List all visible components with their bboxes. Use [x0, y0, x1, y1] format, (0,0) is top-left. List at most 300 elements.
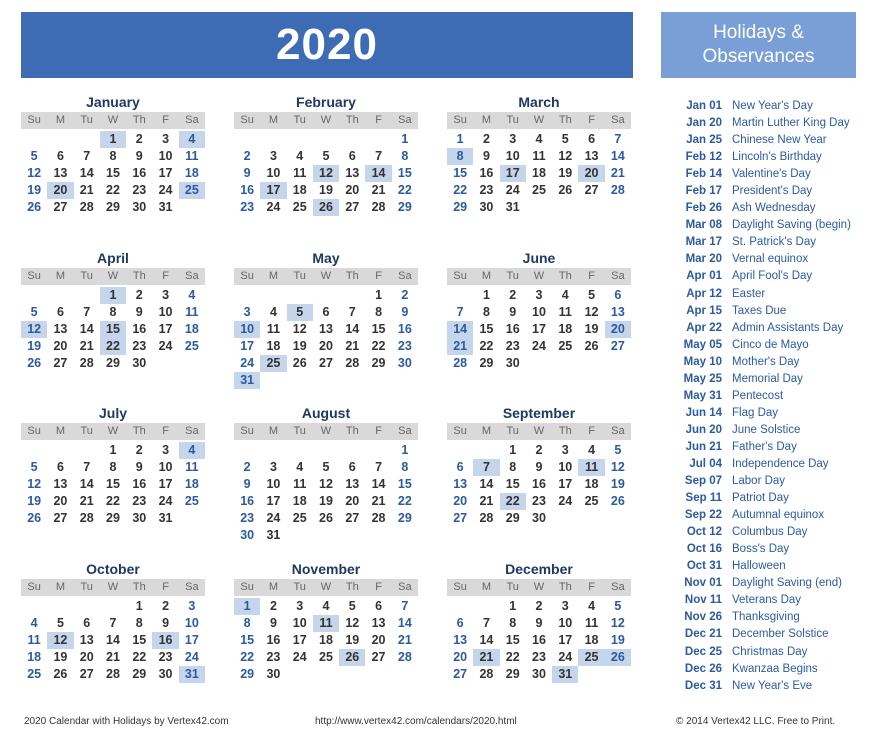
day-cell: 22 [371, 339, 386, 353]
month-name: November [291, 561, 361, 577]
day-cell: 29 [371, 356, 386, 370]
day-cell: 17 [158, 322, 173, 336]
holiday-name: Valentine's Day [732, 168, 811, 181]
day-cell: 11 [185, 305, 199, 319]
day-cell: 18 [184, 166, 199, 180]
weekday-header [447, 579, 631, 596]
holiday-date: Oct 31 [686, 560, 722, 573]
day-cell: 9 [243, 477, 251, 491]
holiday-item [665, 592, 870, 609]
day-cell: 19 [27, 183, 42, 197]
holiday-item [665, 439, 870, 456]
day-cell: 5 [322, 460, 330, 474]
day-cell: 24 [266, 511, 281, 525]
day-cell: 19 [319, 183, 333, 197]
empty-cell [74, 442, 100, 459]
day-cell: 16 [479, 166, 494, 180]
day-cell: 31 [158, 511, 173, 525]
day-cell: 9 [135, 305, 143, 319]
weekday-header [447, 423, 631, 440]
day-cell: 16 [240, 494, 255, 508]
day-cell: 9 [162, 616, 170, 630]
day-cell: 26 [605, 649, 631, 666]
day-cell: 8 [401, 149, 409, 163]
weekday-label: F [162, 425, 169, 437]
holiday-date: May 25 [683, 372, 722, 385]
day-cell: 30 [240, 528, 255, 542]
day-cell: 19 [319, 494, 333, 508]
day-cell: 12 [558, 149, 573, 163]
day-cell: 13 [584, 149, 599, 163]
day-cell: 18 [558, 322, 573, 336]
holiday-name: Cinco de Mayo [732, 338, 809, 351]
day-cell: 5 [348, 599, 356, 613]
holiday-item [665, 507, 870, 524]
day-cell: 30 [158, 667, 173, 681]
empty-cell [260, 131, 286, 148]
day-cell: 27 [610, 339, 625, 353]
day-cell: 11 [558, 305, 572, 319]
day-cell: 19 [292, 339, 307, 353]
day-cell: 22 [397, 494, 412, 508]
month-march [447, 94, 631, 216]
day-cell: 11 [584, 616, 599, 630]
month-june [447, 250, 631, 372]
day-cell: 17 [500, 165, 526, 182]
holiday-item [665, 149, 870, 166]
day-cell: 12 [47, 632, 73, 649]
day-cell: 7 [401, 599, 409, 613]
empty-cell [260, 287, 286, 304]
day-cell: 25 [292, 511, 307, 525]
day-cell: 25 [584, 494, 599, 508]
day-cell: 13 [53, 477, 68, 491]
day-cell: 13 [53, 166, 68, 180]
day-cell: 20 [578, 165, 604, 182]
holiday-date: Dec 21 [684, 628, 722, 641]
holiday-date: Apr 12 [686, 287, 722, 300]
day-cell: 7 [482, 616, 490, 630]
holiday-date: Jul 04 [689, 457, 722, 470]
day-cell: 19 [53, 650, 68, 664]
day-cell: 12 [27, 477, 42, 491]
day-cell: 21 [79, 494, 94, 508]
day-cell: 21 [610, 166, 625, 180]
weekday-label: Tu [506, 425, 519, 437]
empty-cell [100, 598, 126, 615]
day-cell: 8 [375, 305, 383, 319]
day-cell: 16 [397, 322, 412, 336]
empty-cell [473, 442, 499, 459]
day-cell: 11 [27, 633, 41, 647]
day-cell: 17 [266, 494, 281, 508]
holiday-date: Dec 31 [684, 679, 722, 692]
day-cell: 14 [479, 477, 494, 491]
empty-cell [47, 442, 73, 459]
day-cell: 7 [348, 305, 356, 319]
weekday-label: Sa [611, 270, 625, 282]
day-cell: 30 [479, 200, 494, 214]
holiday-date: Jun 14 [685, 406, 722, 419]
empty-cell [74, 598, 100, 615]
day-cell: 6 [614, 288, 622, 302]
day-cell: 17 [240, 339, 255, 353]
month-february [234, 94, 418, 216]
holiday-item [665, 217, 870, 234]
weekday-label: Su [27, 270, 41, 282]
empty-cell [47, 131, 73, 148]
day-cell: 5 [30, 305, 38, 319]
holiday-item [665, 251, 870, 268]
day-cell: 23 [479, 183, 494, 197]
day-cell: 30 [132, 200, 147, 214]
holiday-item [665, 183, 870, 200]
holiday-date: Dec 25 [684, 645, 722, 658]
day-cell: 30 [132, 511, 147, 525]
holiday-date: Feb 14 [685, 168, 722, 181]
weekday-label: F [162, 270, 169, 282]
day-cell: 6 [588, 132, 596, 146]
day-cell: 30 [532, 511, 546, 525]
day-cell: 23 [505, 339, 520, 353]
day-cell: 23 [532, 650, 546, 664]
empty-cell [21, 442, 47, 459]
day-cell: 15 [106, 166, 120, 180]
month-may [234, 250, 418, 389]
holiday-item [665, 166, 870, 183]
day-cell: 21 [79, 339, 94, 353]
day-cell: 29 [397, 511, 412, 525]
day-cell: 18 [266, 339, 281, 353]
day-cell: 25 [532, 183, 546, 197]
weekday-header [234, 268, 418, 285]
footer-copyright: © 2014 Vertex42 LLC. Free to Print. [676, 716, 836, 727]
day-cell: 16 [532, 477, 546, 491]
day-cell: 3 [561, 443, 569, 457]
day-cell: 21 [371, 183, 386, 197]
day-cell: 31 [179, 666, 205, 683]
weekday-header [21, 423, 205, 440]
day-cell: 26 [27, 511, 42, 525]
holiday-item [665, 303, 870, 320]
day-cell: 26 [292, 356, 307, 370]
day-cell: 8 [482, 305, 490, 319]
holiday-date: Mar 17 [685, 236, 722, 249]
day-cell: 26 [27, 356, 42, 370]
day-cell: 31 [266, 528, 281, 542]
day-cell: 24 [292, 650, 307, 664]
weekday-label: W [533, 114, 545, 126]
day-cell: 6 [348, 149, 356, 163]
day-cell: 15 [132, 633, 147, 647]
day-cell: 4 [322, 599, 330, 613]
day-cell: 28 [397, 650, 412, 664]
day-cell: 20 [345, 494, 360, 508]
holiday-name: Pentecost [732, 389, 784, 402]
day-cell: 31 [552, 666, 578, 683]
empty-cell [313, 287, 339, 304]
empty-cell [21, 287, 47, 304]
weekday-label: F [162, 114, 169, 126]
weekday-label: Su [453, 581, 467, 593]
day-cell: 19 [584, 322, 599, 336]
day-cell: 25 [260, 355, 286, 372]
day-cell: 5 [56, 616, 64, 630]
day-cell: 18 [292, 494, 307, 508]
holiday-item [665, 337, 870, 354]
day-cell: 4 [179, 442, 205, 459]
day-cell: 6 [348, 460, 356, 474]
weekday-label: M [55, 270, 65, 282]
holiday-item [665, 115, 870, 132]
day-cell: 12 [345, 616, 360, 630]
day-cell: 9 [509, 305, 517, 319]
month-august [234, 405, 418, 544]
weekday-label: M [268, 270, 278, 282]
day-cell: 5 [614, 599, 622, 613]
holiday-name: Patriot Day [732, 492, 789, 505]
day-cell: 8 [243, 616, 251, 630]
weekday-label: Su [240, 425, 254, 437]
day-cell: 20 [371, 633, 386, 647]
day-cell: 23 [132, 183, 147, 197]
holiday-item [665, 405, 870, 422]
weekday-label: W [320, 270, 332, 282]
holiday-name: Lincoln's Birthday [732, 151, 822, 164]
weekday-label: Tu [80, 114, 93, 126]
month-april [21, 250, 205, 372]
holiday-name: Halloween [732, 560, 786, 573]
day-cell: 23 [158, 650, 173, 664]
day-cell: 15 [505, 633, 520, 647]
day-cell: 14 [345, 322, 360, 336]
footer-url[interactable]: http://www.vertex42.com/calendars/2020.html [315, 716, 517, 727]
day-cell: 2 [509, 288, 517, 302]
weekday-label: Su [240, 270, 254, 282]
weekday-label: M [481, 114, 491, 126]
day-cell: 21 [79, 183, 94, 197]
empty-cell [74, 131, 100, 148]
weekday-label: Tu [293, 425, 306, 437]
day-cell: 14 [106, 633, 120, 647]
day-cell: 25 [184, 339, 199, 353]
empty-cell [313, 131, 339, 148]
weekday-label: Sa [611, 581, 625, 593]
holiday-date: Sep 22 [684, 509, 722, 522]
month-october [21, 561, 205, 683]
month-name: June [522, 250, 556, 266]
day-cell: 24 [184, 650, 199, 664]
day-cell: 12 [292, 322, 307, 336]
day-cell: 5 [588, 288, 596, 302]
day-cell: 5 [287, 304, 313, 321]
day-cell: 22 [100, 338, 126, 355]
holiday-name: Christmas Day [732, 645, 808, 658]
weekday-label: Su [27, 425, 41, 437]
weekday-label: Sa [185, 425, 199, 437]
weekday-label: Th [558, 425, 572, 437]
day-cell: 13 [79, 633, 94, 647]
day-cell: 11 [532, 149, 546, 163]
footer-credit: 2020 Calendar with Holidays by Vertex42.com [24, 716, 229, 727]
day-cell: 27 [371, 650, 386, 664]
weekday-label: F [588, 114, 595, 126]
day-cell: 24 [158, 339, 173, 353]
empty-cell [47, 598, 73, 615]
weekday-label: Su [240, 114, 254, 126]
day-cell: 22 [500, 493, 526, 510]
weekday-label: F [588, 270, 595, 282]
month-september [447, 405, 631, 527]
holiday-date: Nov 26 [684, 611, 722, 624]
day-grid [447, 598, 631, 683]
day-cell: 21 [397, 633, 412, 647]
day-cell: 8 [447, 148, 473, 165]
day-cell: 21 [447, 338, 473, 355]
holiday-name: Labor Day [732, 475, 786, 488]
day-cell: 7 [375, 460, 383, 474]
day-cell: 1 [401, 443, 409, 457]
day-grid [447, 131, 631, 216]
empty-cell [365, 442, 391, 459]
weekday-label: Sa [398, 425, 412, 437]
day-cell: 10 [292, 616, 307, 630]
day-cell: 5 [322, 149, 330, 163]
day-cell: 19 [558, 166, 573, 180]
weekday-label: Su [27, 114, 41, 126]
day-cell: 14 [397, 616, 412, 630]
holiday-item [665, 388, 870, 405]
holiday-item [665, 644, 870, 661]
day-cell: 23 [132, 494, 147, 508]
day-cell: 7 [473, 459, 499, 476]
weekday-label: M [55, 581, 65, 593]
day-cell: 22 [479, 339, 494, 353]
day-cell: 14 [79, 477, 94, 491]
day-cell: 24 [558, 494, 573, 508]
day-cell: 8 [109, 305, 117, 319]
day-cell: 25 [27, 667, 42, 681]
day-cell: 13 [453, 477, 468, 491]
day-cell: 4 [30, 616, 38, 630]
weekday-header [447, 112, 631, 129]
holiday-item [665, 320, 870, 337]
holiday-date: Mar 08 [685, 219, 722, 232]
weekday-label: F [375, 114, 382, 126]
weekday-label: W [107, 270, 119, 282]
day-cell: 28 [479, 511, 494, 525]
day-cell: 18 [319, 633, 333, 647]
weekday-label: M [481, 270, 491, 282]
weekday-label: M [268, 425, 278, 437]
day-grid [21, 598, 205, 683]
day-cell: 18 [584, 477, 599, 491]
weekday-label: Th [132, 581, 146, 593]
day-cell: 28 [79, 511, 94, 525]
day-cell: 24 [158, 494, 173, 508]
day-cell: 11 [266, 322, 281, 336]
empty-cell [339, 287, 365, 304]
empty-cell [287, 131, 313, 148]
day-cell: 14 [610, 149, 625, 163]
day-cell: 8 [509, 616, 517, 630]
weekday-header [21, 579, 205, 596]
day-cell: 1 [456, 132, 464, 146]
day-cell: 3 [269, 149, 277, 163]
day-cell: 4 [296, 460, 304, 474]
day-cell: 13 [345, 166, 360, 180]
holidays-title [661, 12, 856, 78]
day-cell: 22 [397, 183, 412, 197]
weekday-label: M [268, 581, 278, 593]
day-cell: 8 [401, 460, 409, 474]
day-cell: 21 [106, 650, 120, 664]
day-cell: 27 [53, 511, 68, 525]
day-cell: 29 [106, 511, 120, 525]
day-cell: 18 [532, 166, 546, 180]
weekday-label: M [481, 425, 491, 437]
day-cell: 20 [345, 183, 360, 197]
day-cell: 30 [266, 667, 281, 681]
day-cell: 18 [184, 477, 199, 491]
day-cell: 28 [345, 356, 360, 370]
weekday-label: F [588, 425, 595, 437]
day-cell: 3 [509, 132, 517, 146]
day-cell: 9 [401, 305, 409, 319]
day-cell: 21 [473, 649, 499, 666]
day-cell: 3 [296, 599, 304, 613]
day-cell: 11 [578, 459, 604, 476]
weekday-label: W [533, 270, 545, 282]
day-cell: 16 [266, 633, 281, 647]
day-cell: 26 [610, 494, 625, 508]
day-cell: 9 [243, 166, 251, 180]
day-cell: 21 [345, 339, 360, 353]
holiday-name: Chinese New Year [732, 134, 827, 147]
day-cell: 12 [27, 166, 42, 180]
empty-cell [260, 442, 286, 459]
day-cell: 12 [313, 165, 339, 182]
holiday-name: December Solstice [732, 628, 829, 641]
holiday-item [665, 575, 870, 592]
holiday-name: President's Day [732, 185, 813, 198]
day-cell: 16 [132, 477, 147, 491]
weekday-label: Th [132, 425, 146, 437]
day-grid [234, 442, 418, 544]
day-cell: 24 [158, 183, 173, 197]
day-cell: 18 [184, 322, 199, 336]
holiday-name: Independence Day [732, 457, 829, 470]
holiday-date: Nov 11 [684, 594, 722, 607]
holiday-name: New Year's Eve [732, 679, 813, 692]
holidays-title-line2: Observances [702, 46, 815, 67]
weekday-label: Tu [293, 270, 306, 282]
day-cell: 30 [505, 356, 520, 370]
day-cell: 28 [371, 200, 386, 214]
day-cell: 25 [179, 182, 205, 199]
day-cell: 2 [243, 149, 251, 163]
weekday-label: Sa [185, 270, 199, 282]
day-cell: 28 [610, 183, 625, 197]
day-cell: 24 [505, 183, 520, 197]
day-cell: 1 [401, 132, 409, 146]
month-name: April [97, 250, 129, 266]
day-cell: 6 [375, 599, 383, 613]
weekday-label: Th [345, 114, 359, 126]
weekday-label: Su [453, 270, 467, 282]
holiday-item [665, 456, 870, 473]
day-grid [234, 131, 418, 216]
